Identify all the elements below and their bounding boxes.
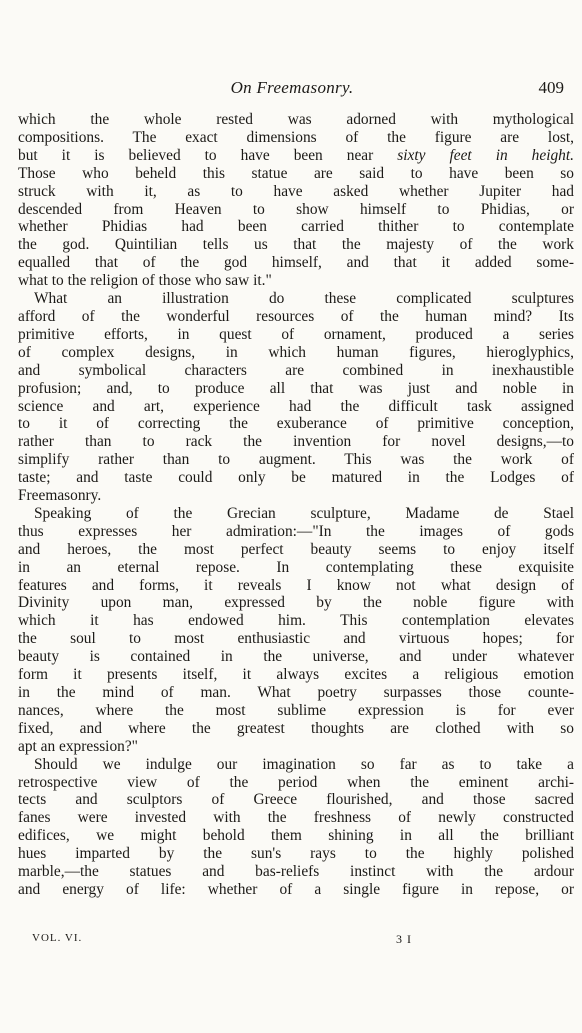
text-line: primitive efforts, in quest of ornament, produced a series xyxy=(18,325,574,343)
text-line: equalled that of the god himself, and that it added some- xyxy=(18,254,574,272)
text-line: What an illustration do these complicated sculptures xyxy=(34,290,574,308)
text-line: descended from Heaven to show himself to Phidias, or xyxy=(18,200,574,218)
text-line: features and forms, it reveals I know not what design of xyxy=(18,576,574,594)
text-line: the god. Quintilian tells us that the majesty of the work xyxy=(18,236,574,254)
text-line: Divinity upon man, expressed by the noble figure with xyxy=(18,594,574,612)
signature-mark: 3 I xyxy=(396,932,412,946)
italic-phrase: sixty feet in height. xyxy=(397,146,575,164)
page-footer xyxy=(32,932,432,948)
text-line: in an eternal repose. In contemplating these exquisite xyxy=(18,558,574,576)
text-line: beauty is contained in the universe, and under whatever xyxy=(18,648,574,666)
text-line: taste; and taste could only be matured in the Lodges of xyxy=(18,469,574,487)
text-line: in the mind of man. What poetry surpasses those counte- xyxy=(18,684,574,701)
text-line: Those who beheld this statue are said to have been so xyxy=(18,164,574,182)
text-line: what to the religion of those who saw it." xyxy=(18,272,272,290)
text-line: which the whole rested was adorned with mythological xyxy=(18,111,574,128)
text-line: but it is believed to have been near sixty feet in height. xyxy=(18,146,575,164)
text-line: nances, where the most sublime expression is for ever xyxy=(18,701,574,719)
text-line: edifices, we might behold them shining in all the brilliant xyxy=(18,827,574,845)
page-header xyxy=(18,78,566,102)
text-line: simplify rather than to augment. This was the work of xyxy=(18,451,574,469)
text-line: compositions. The exact dimensions of the figure are lost, xyxy=(18,128,574,146)
body-text xyxy=(18,111,574,899)
text-line: marble,—the statues and bas-reliefs instinct with the ardour xyxy=(18,863,574,881)
text-line: form it presents itself, it always excites a religious emotion xyxy=(18,666,574,684)
text-line: rather than to rack the invention for novel designs,—to xyxy=(18,433,574,451)
text-line: fixed, and where the greatest thoughts are clothed with so xyxy=(18,719,574,737)
text-line: to it of correcting the exuberance of primitive conception, xyxy=(18,415,574,433)
text-line: of complex designs, in which human figures, hieroglyphics, xyxy=(18,343,574,361)
text-line: Freemasonry. xyxy=(18,487,102,505)
text-line: thus expresses her admiration:—"In the images of gods xyxy=(18,522,574,540)
text-line: Should we indulge our imagination so far as to take a xyxy=(34,755,574,773)
text-line: afford of the wonderful resources of the human mind? Its xyxy=(18,307,574,325)
page-number: 409 xyxy=(538,78,564,97)
text-line: fanes were invested with the freshness of newly constructed xyxy=(18,809,574,827)
text-line: hues imparted by the sun's rays to the highly polished xyxy=(18,845,574,863)
text-line: which it has endowed him. This contemplation elevates xyxy=(18,612,574,630)
text-line: and energy of life: whether of a single figure in repose, or xyxy=(18,880,574,898)
text-line: apt an expression?" xyxy=(18,737,138,755)
text-line: and symbolical characters are combined in inexhaustible xyxy=(18,361,574,379)
text-line: retrospective view of the period when the eminent archi- xyxy=(18,773,574,791)
text-line: science and art, experience had the difficult task assigned xyxy=(18,397,574,415)
text-line: whether Phidias had been carried thither to contemplate xyxy=(18,218,574,236)
text-line: Speaking of the Grecian sculpture, Madame de Stael xyxy=(34,504,574,522)
text-line: the soul to most enthusiastic and virtuous hopes; for xyxy=(18,630,574,648)
text-line: and heroes, the most perfect beauty seems to enjoy itself xyxy=(18,540,574,558)
running-title: On Freemasonry. xyxy=(230,78,354,97)
text-line: profusion; and, to produce all that was just and noble in xyxy=(18,379,574,397)
text-line: tects and sculptors of Greece flourished, and those sacred xyxy=(18,791,574,809)
text-line: struck with it, as to have asked whether Jupiter had xyxy=(18,182,574,200)
volume-mark: VOL. VI. xyxy=(32,932,83,944)
